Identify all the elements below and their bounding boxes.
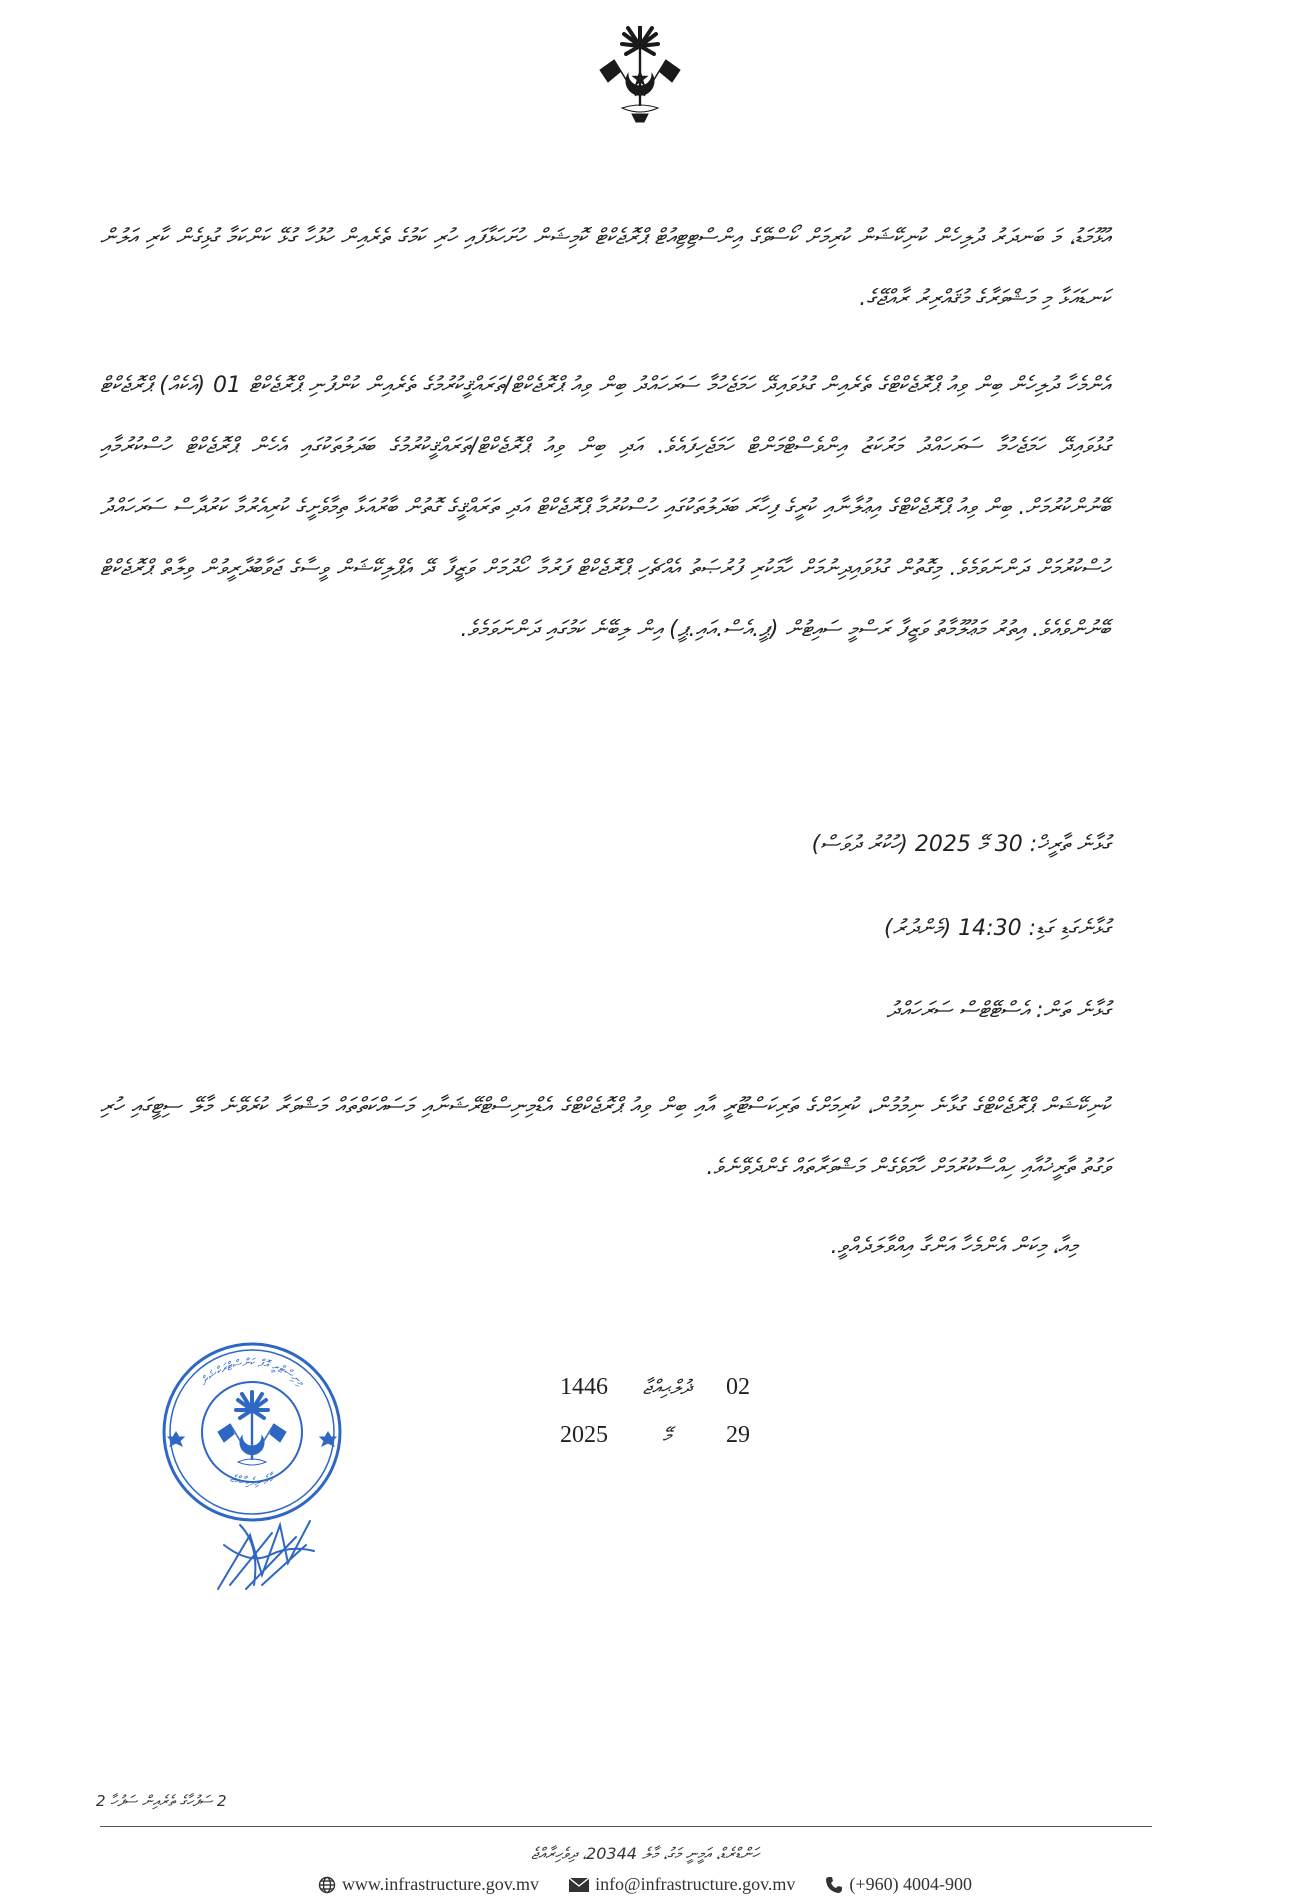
body-paragraph-2: އެންމެހާ ދުލިހެން ބިން ވިއު ޕްރޮޖެކްޓްގެ ތެރެއިން ގުޅުވައިދޭ ހަމަޖެހުމާ ސަރަހައްދު ބިން ވިއު ޕްރޮޖެކްޓް/ތަރައްޤީކުރުމުގެ ތެރެއިން ކުންފުނި ޕްރޮޖެކްޓް 01 (އެކެއް) ޕްރޮޖެކްޓް ގުޅުވައިދޭ ހަމަޖެހުމާ ސަރަހައްދު މަރުކަޒު އިންވެސްޓްމަންޓް ހަމަޖެހިފައެވެ. އަދި ބިން ވިއު ޕްރޮޖެކްޓް/ތަރައްޤީކުރުމުގެ ބަދަލުތަކުގައި އެހެން ޕްރޮޖެކްޓް ހުސްކުރުމާއި ބޭނުންކުރުމަށް. ބިން ވިއު ޕްރޮޖެކްޓްގެ އިޢުލާނާއި ކުރީގެ ފިހާރަ ބަދަލުތަކުގައި ހުސްކުރުމާ ޕްރޮޖެކްޓް އަދި ތަރައްޤީގެ ގޮތުން ބާރުއަޅާ ތިމާވެށީގެ ކުރިއެރުމާ ކަރުދާސް ސަރަހައްދު ހުސްކުރުމަށް ދަންނަވަމެވެ. މިގޮތުން ގުޅުވައިދިނުމަށް ހާމަކުރި ފުރުޞަތު އެއްޗެހި ޕްރޮޖެކްޓް ފަރުމާ ހޯދުމަށް ވަޒީފާ ދޭ އެޕްލިކޭޝަން ވީސާގެ ޖަވާބުދާރީވުން ވިލާތް ޕްރޮޖެކްޓް ބޭނުންވެއެވެ. އިތުރު މަޢުލޫމާތު ވަޒީފާ ރަސްމީ ސައިޓުން (ޕީ.އެސް.އައި.ޕީ) އިން ލިބޭނެ ކަމުގައި ދަންނަވަމެވެ. xyxy=(100,373,1110,642)
footer-divider xyxy=(100,1826,1152,1827)
contact-email xyxy=(569,1874,795,1895)
page-number: 2 ސަފުހާގެ ތެރެއިން ސަފުހާ 2 xyxy=(96,1792,227,1810)
gregorian-date xyxy=(560,1422,750,1449)
gregorian-year: 2025 xyxy=(560,1422,609,1448)
contact-phone xyxy=(825,1874,972,1895)
official-seal-icon xyxy=(160,1340,344,1524)
footer-contacts xyxy=(0,1874,1290,1895)
meeting-date: ގުޅާނެ ތާރީޚް: 30 މޭ 2025 (ހުކުރު ދުވަސް) xyxy=(811,832,1110,857)
closing-line: މިއާ، މިކަން އެންމެހާ އަންގާ އިއްވާލަދެއްވީ. xyxy=(830,1234,1078,1259)
email-link[interactable]: info@infrastructure.gov.mv xyxy=(595,1874,796,1894)
signature-icon xyxy=(210,1515,320,1595)
meeting-time: ގުޅާނެގަޑި ގަޑި: 14:30 (މެންދުރު) xyxy=(884,916,1110,941)
body-paragraph-1: އުޅޫމަޑު، މަ ބަނދަރު ދުލިހެން ކުނިކޭޝަން ކުރިމަށް ކޯސްވޭގެ އިންސްޓިޓިއުޓް ޕްރޮޖެކްޓް ކޮމިޝަން ހުށަހަޅާފައި ހުރި ކަމުގެ ތެރެއިން ހުޅުހާ ގުޅޭ ކަންކަމާ ގުޅިގެން ކާރި އަލުން ކަނޑައަޅާ މި މަޝްވަރާގެ މުޤައްރިރު ރާއްޖޭގެ. xyxy=(100,225,1110,311)
envelope-icon xyxy=(569,1878,589,1892)
meeting-venue: ގުޅާނެ ތަން: އެސްޓޭޓްސް ސަރަހައްދު xyxy=(886,998,1110,1023)
gregorian-month: މޭ xyxy=(662,1423,672,1447)
globe-icon xyxy=(318,1876,336,1894)
svg-text:މިނިސްޓްރީ އޮފް ކަންސްޓްރަކްޝަ xyxy=(197,1356,307,1390)
phone-icon xyxy=(825,1876,843,1894)
national-emblem-icon xyxy=(588,26,692,126)
phone-number[interactable]: (+960) 4004-900 xyxy=(849,1874,973,1894)
hijri-year: 1446 xyxy=(560,1374,609,1400)
contact-website xyxy=(318,1874,539,1895)
hijri-month: ޛުލްޙިއްޖާ xyxy=(642,1375,692,1399)
hijri-day: 02 xyxy=(726,1374,750,1400)
footer-address: ހަންޑްރެޑް، އަމީނީ މަގު، މާލެ 20344، ދިވެހިރާއްޖެ xyxy=(531,1844,759,1863)
closing-paragraph: ކުނިކޭޝަން ޕްރޮޖެކްޓްގެ ގުޅާނެ ނިމުމުން، ކުރިމަށްގެ ތަރިކަސްޓޫރީ އާއި ބިން ވިއު ޕްރޮޖެކްޓްގެ އެޑްމިނިސްޓްރޭޝަނާއި މަސައްކަތްތައް މަޝްވަރާ ކުރެވޭނެ މާލޭ ސިޓީގައި ހުރި ވަގުތު ތާރީޚުއާއި ހިއްސާކުރުމަށް ހާމަވެގެން މަޝްވަރާތައް ގެންދެވޭނެވެ. xyxy=(100,1094,1110,1180)
gregorian-day: 29 xyxy=(726,1422,750,1448)
website-link[interactable]: www.infrastructure.gov.mv xyxy=(341,1874,540,1894)
seal-top-text: މިނިސްޓްރީ އޮފް ކަންސްޓްރަކްޝަން xyxy=(197,1355,307,1389)
seal-bottom-text: މާލެ ދިވެހިރާއްޖެ xyxy=(228,1471,276,1489)
svg-text:މާލެ ދިވެހިރާއްޖެ xyxy=(229,1470,279,1488)
hijri-date xyxy=(560,1374,750,1401)
